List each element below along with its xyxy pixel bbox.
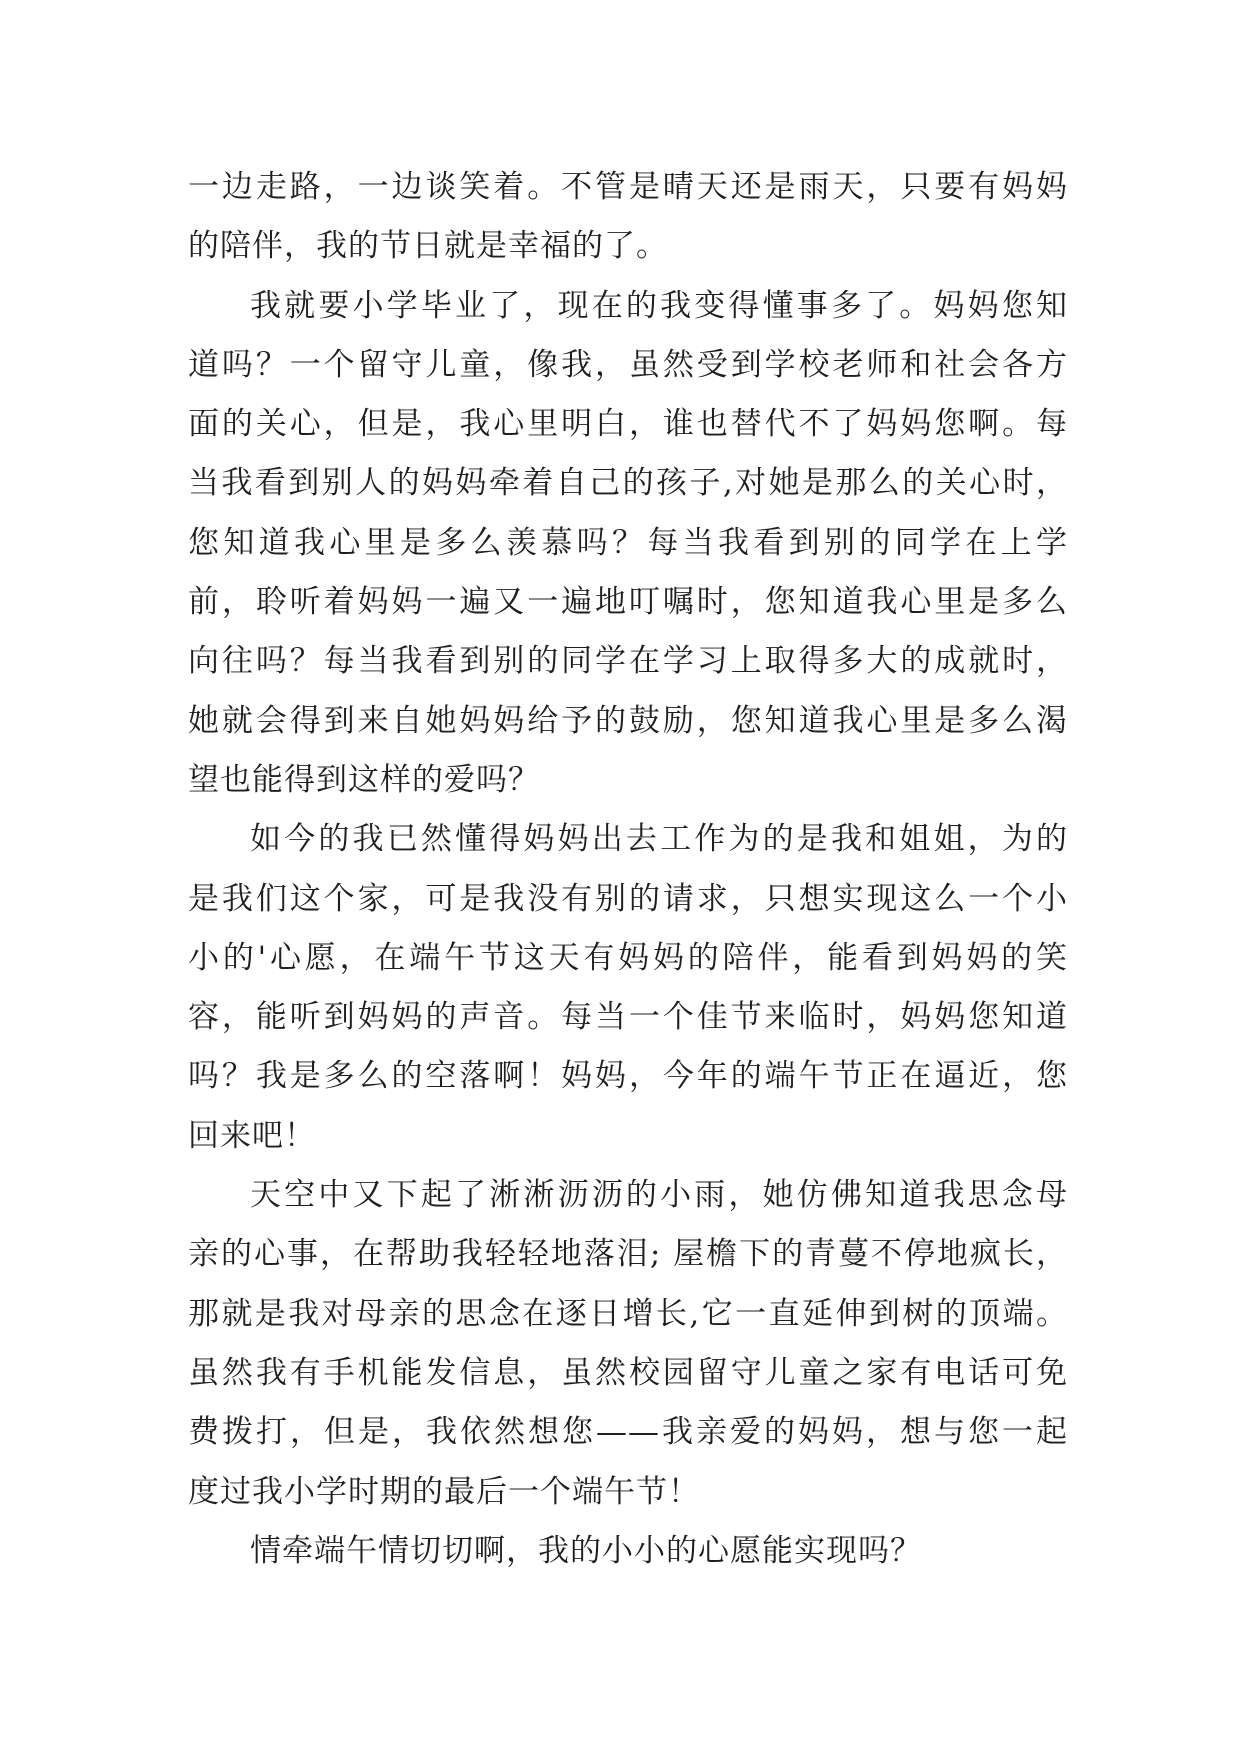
text-line: 是我们这个家，可是我没有别的请求，只想实现这么一个小 [188, 880, 1068, 917]
text-line: 如今的我已然懂得妈妈出去工作为的是我和姐姐，为的 [250, 821, 1068, 858]
paragraph-4 [188, 1166, 1068, 1522]
paragraph-2 [188, 277, 1068, 811]
text-line: 小的'心愿，在端午节这天有妈妈的陪伴，能看到妈妈的笑 [188, 939, 1068, 976]
text-line: 望也能得到这样的爱吗？ [188, 761, 540, 798]
text-line: 回来吧！ [188, 1117, 316, 1154]
text-line: 亲的心事，在帮助我轻轻地落泪; 屋檐下的青蔓不停地疯长， [188, 1236, 1068, 1273]
text-line: 您知道我心里是多么羡慕吗？每当我看到别的同学在上学 [188, 524, 1068, 561]
paragraph-1 [188, 158, 1068, 277]
text-line: 当我看到别人的妈妈牵着自己的孩子,对她是那么的关心时， [188, 465, 1068, 502]
text-line: 道吗？一个留守儿童，像我，虽然受到学校老师和社会各方 [188, 346, 1068, 383]
text-line: 费拨打，但是，我依然想您——我亲爱的妈妈，想与您一起 [188, 1414, 1068, 1451]
text-line: 吗？我是多么的空落啊！妈妈，今年的端午节正在逼近，您 [188, 1058, 1068, 1095]
text-line: 向往吗？每当我看到别的同学在学习上取得多大的成就时， [188, 643, 1068, 680]
text-line: 前，聆听着妈妈一遍又一遍地叮嘱时，您知道我心里是多么 [188, 584, 1068, 621]
paragraph-3 [188, 810, 1068, 1166]
text-line: 容，能听到妈妈的声音。每当一个佳节来临时，妈妈您知道 [188, 999, 1068, 1036]
text-line: 我就要小学毕业了，现在的我变得懂事多了。妈妈您知 [250, 287, 1068, 324]
text-line: 那就是我对母亲的思念在逐日增长,它一直延伸到树的顶端。 [188, 1295, 1068, 1332]
paragraph-5 [188, 1522, 1068, 1581]
text-line: 她就会得到来自她妈妈给予的鼓励，您知道我心里是多么渴 [188, 702, 1068, 739]
text-line: 天空中又下起了淅淅沥沥的小雨，她仿佛知道我思念母 [250, 1177, 1068, 1214]
text-line: 情牵端午情切切啊，我的小小的心愿能实现吗？ [250, 1532, 922, 1569]
text-line: 的陪伴，我的节日就是幸福的了。 [188, 228, 668, 265]
text-line: 度过我小学时期的最后一个端午节！ [188, 1473, 700, 1510]
text-line: 虽然我有手机能发信息，虽然校园留守儿童之家有电话可免 [188, 1354, 1068, 1391]
text-line: 面的关心，但是，我心里明白，谁也替代不了妈妈您啊。每 [188, 406, 1068, 443]
text-line: 一边走路，一边谈笑着。不管是晴天还是雨天，只要有妈妈 [188, 169, 1068, 205]
body-text [188, 158, 1068, 1581]
